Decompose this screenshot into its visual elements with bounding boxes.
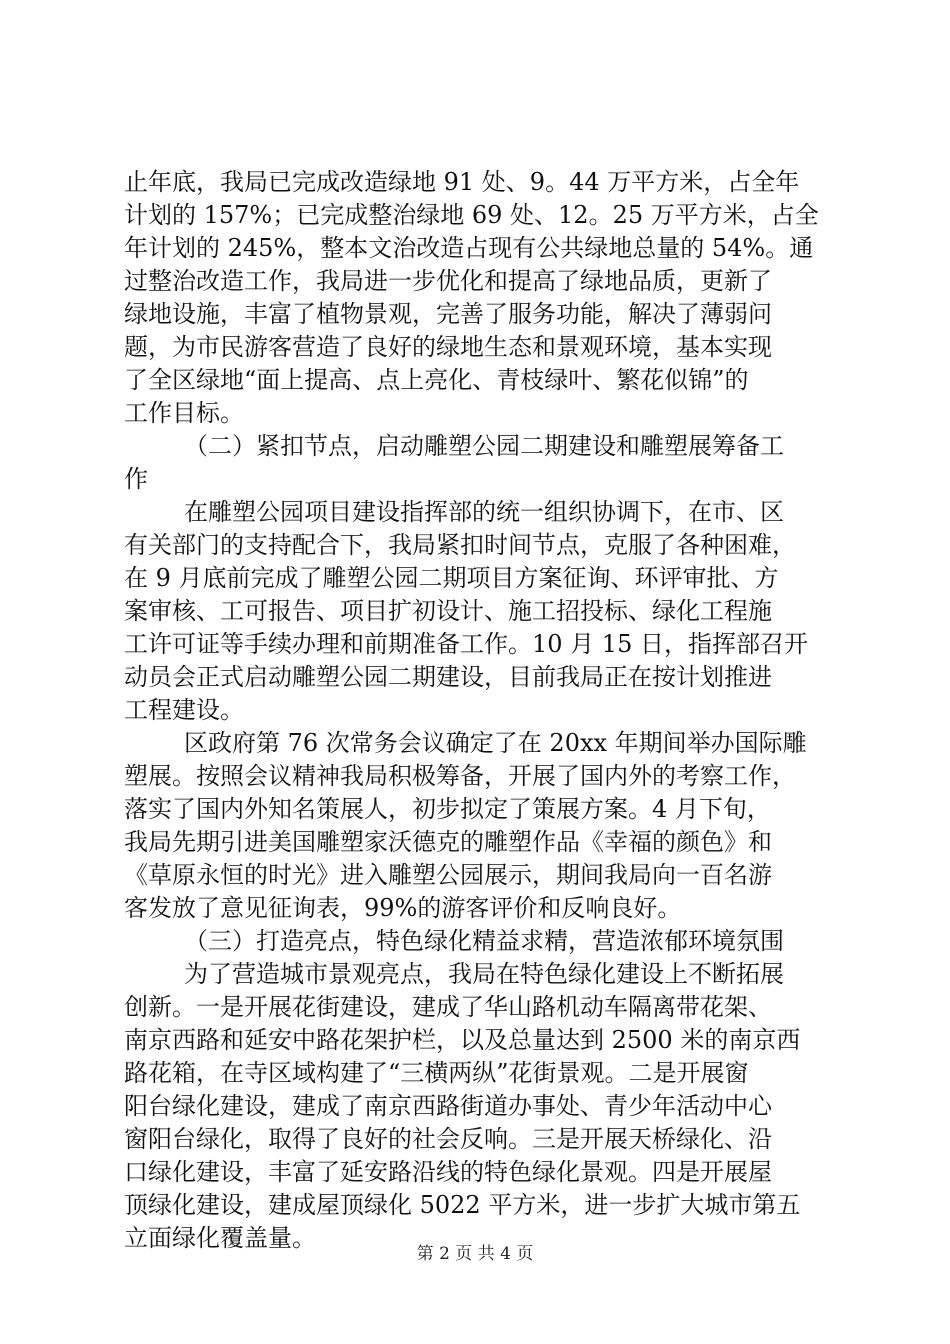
text-line: 工程建设。 (124, 696, 244, 724)
text-line: 有关部门的支持配合下，我局紧扣时间节点，克服了各种困难， (124, 531, 796, 559)
text-line: 顶绿化建设，建成屋顶绿化 5022 平方米，进一步扩大城市第五 (124, 1191, 801, 1219)
text-line: 路花箱，在寺区域构建了“三横两纵”花街景观。二是开展窗 (124, 1059, 749, 1087)
text-line: 工作目标。 (124, 399, 244, 427)
text-line: 绿地设施，丰富了植物景观，完善了服务功能，解决了薄弱问 (124, 300, 772, 328)
text-line: 口绿化建设，丰富了延安路沿线的特色绿化景观。四是开展屋 (124, 1158, 772, 1186)
text-line: （三）打造亮点，特色绿化精益求精，营造浓郁环境氛围 (184, 927, 784, 955)
text-line: （二）紧扣节点，启动雕塑公园二期建设和雕塑展筹备工 (184, 432, 784, 460)
text-line: 题，为市民游客营造了良好的绿地生态和景观环境，基本实现 (124, 333, 772, 361)
text-line: 为了营造城市景观亮点，我局在特色绿化建设上不断拓展 (184, 960, 784, 988)
text-line: 窗阳台绿化，取得了良好的社会反响。三是开展天桥绿化、沿 (124, 1125, 772, 1153)
text-line: 作 (124, 465, 148, 493)
text-line: 案审核、工可报告、项目扩初设计、施工招投标、绿化工程施 (124, 597, 772, 625)
text-line: 阳台绿化建设，建成了南京西路街道办事处、青少年活动中心 (124, 1092, 772, 1120)
text-line: 计划的 157%；已完成整治绿地 69 处、12。25 万平方米，占全 (124, 201, 819, 229)
text-line: 南京西路和延安中路花架护栏，以及总量达到 2500 米的南京西 (124, 1026, 801, 1054)
document-body (124, 166, 832, 1255)
text-line: 工许可证等手续办理和前期准备工作。10 月 15 日，指挥部召开 (124, 630, 808, 658)
text-line: 创新。一是开展花街建设，建成了华山路机动车隔离带花架、 (124, 993, 772, 1021)
text-line: 落实了国内外知名策展人，初步拟定了策展方案。4 月下旬， (124, 795, 771, 823)
text-line: 区政府第 76 次常务会议确定了在 20xx 年期间举办国际雕 (184, 729, 807, 757)
text-line: 客发放了意见征询表，99%的游客评价和反响良好。 (124, 894, 682, 922)
text-line: 在 9 月底前完成了雕塑公园二期项目方案征询、环评审批、方 (124, 564, 779, 592)
text-line: 过整治改造工作，我局进一步优化和提高了绿地品质，更新了 (124, 267, 772, 295)
text-line: 了全区绿地“面上提高、点上亮化、青枝绿叶、繁花似锦”的 (124, 366, 749, 394)
text-line: 塑展。按照会议精神我局积极筹备，开展了国内外的考察工作， (124, 762, 796, 790)
text-line: 动员会正式启动雕塑公园二期建设，目前我局正在按计划推进 (124, 663, 772, 691)
text-line: 《草原永恒的时光》进入雕塑公园展示，期间我局向一百名游 (124, 861, 772, 889)
text-line: 年计划的 245%，整本文治改造占现有公共绿地总量的 54%。通 (124, 234, 814, 262)
text-line: 我局先期引进美国雕塑家沃德克的雕塑作品《幸福的颜色》和 (124, 828, 772, 856)
text-line: 立面绿化覆盖量。 (124, 1224, 316, 1252)
text-line: 在雕塑公园项目建设指挥部的统一组织协调下，在市、区 (184, 498, 784, 526)
page-footer: 第 2 页 共 4 页 (416, 1244, 534, 1264)
text-line: 止年底，我局已完成改造绿地 91 处、9。44 万平方米，占全年 (124, 168, 800, 196)
